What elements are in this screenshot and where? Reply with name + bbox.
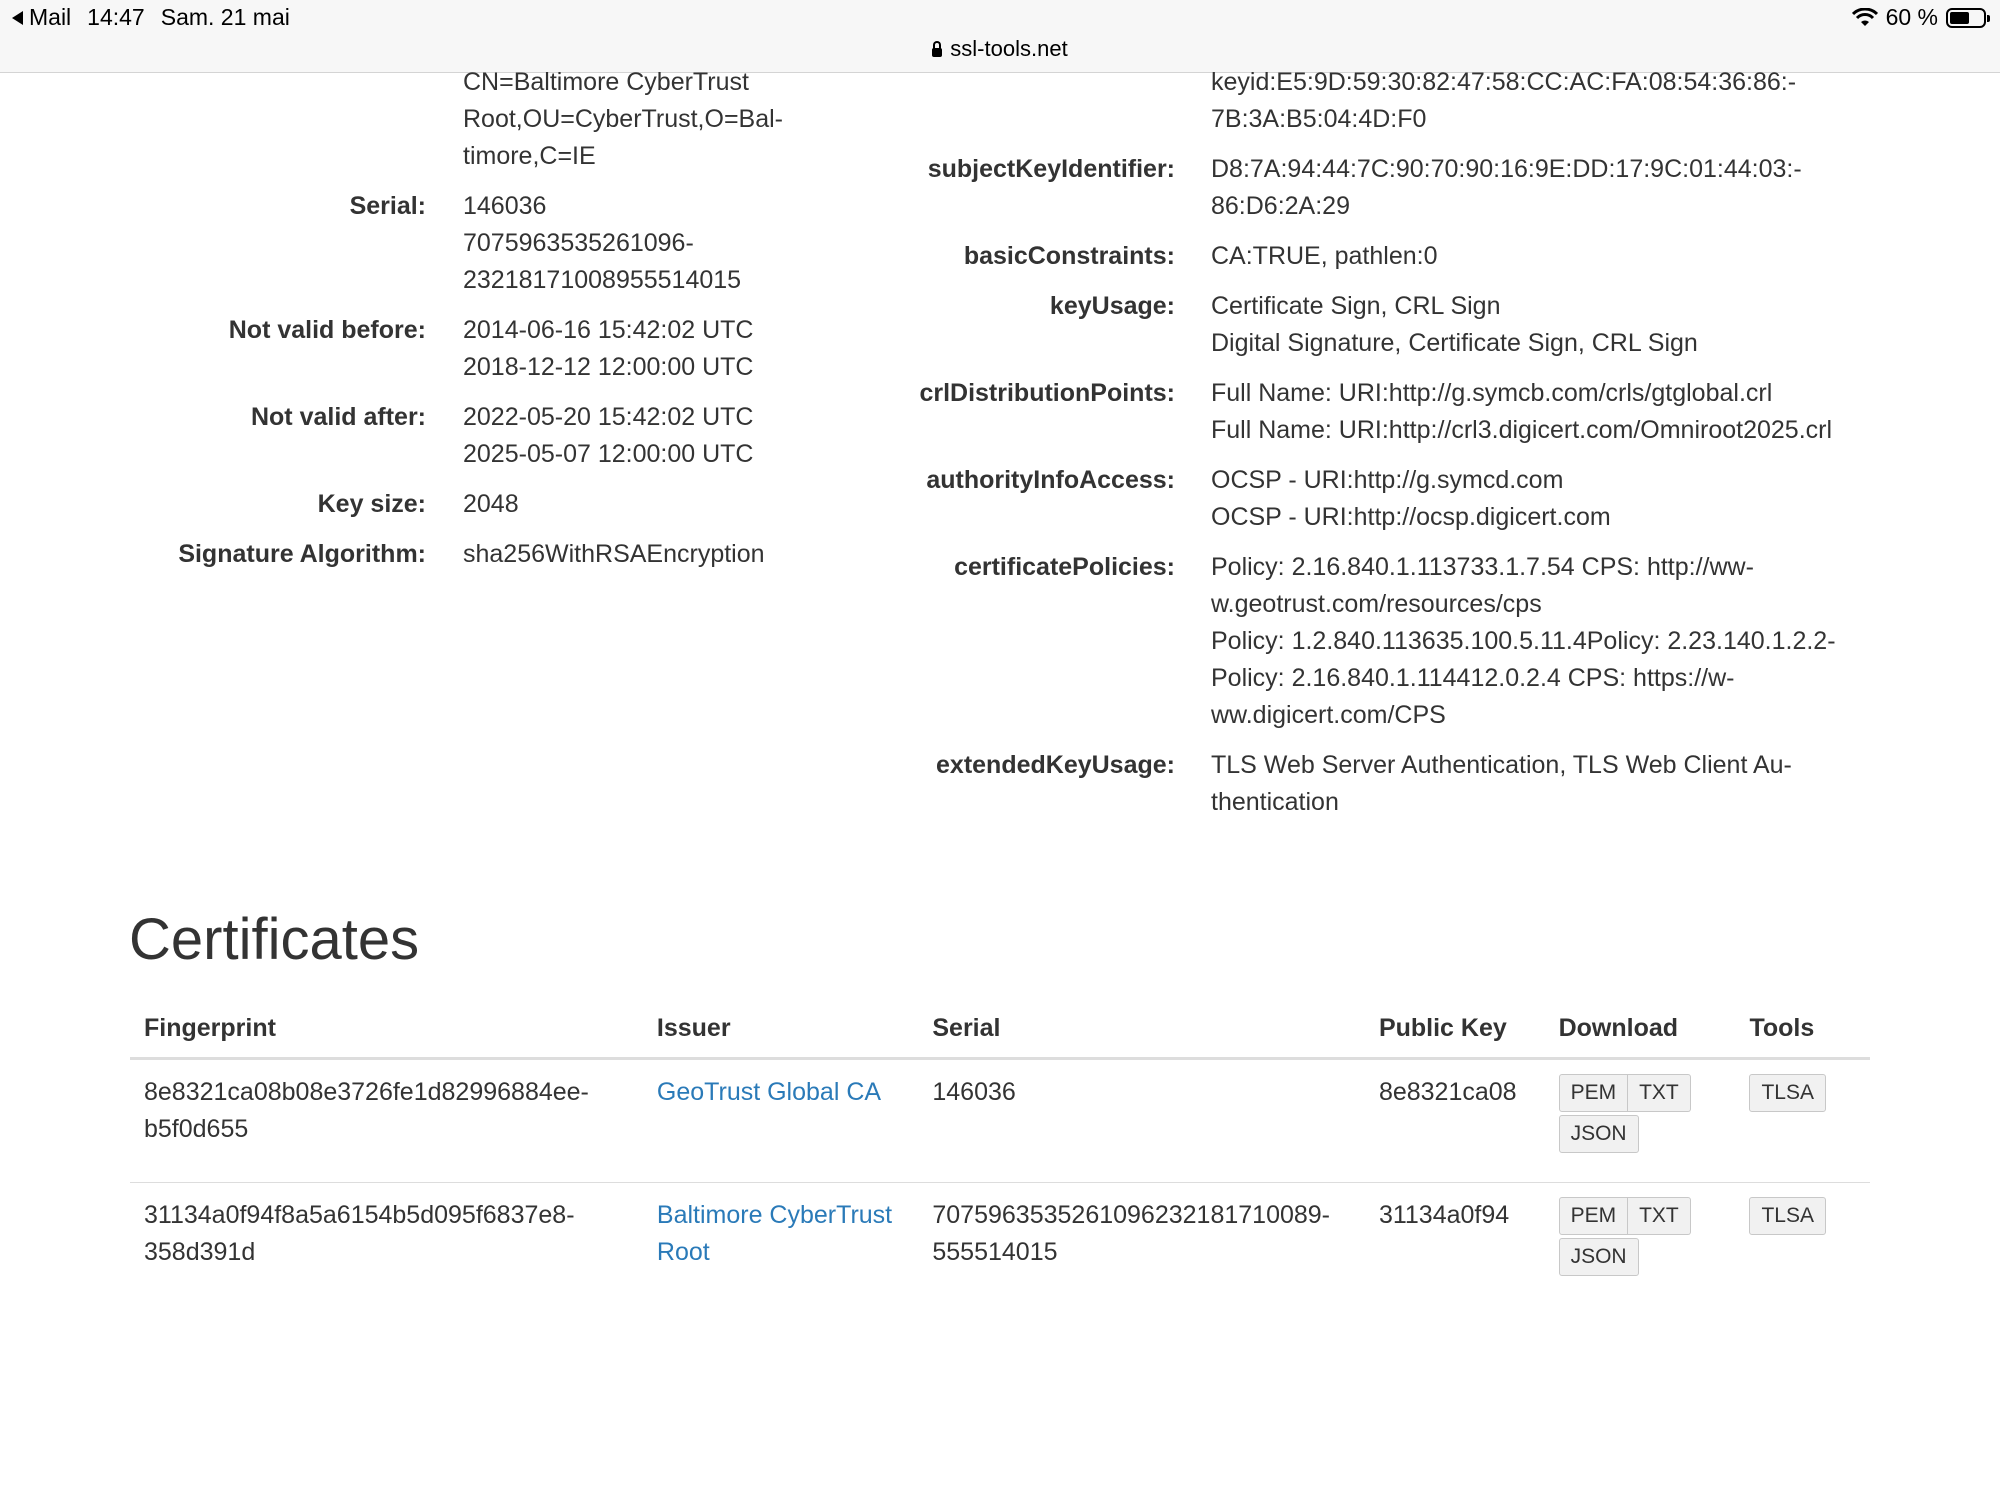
detail-value: [1211, 288, 1911, 362]
detail-label: Not valid before:: [228, 316, 426, 344]
detail-value-line: thentication: [1211, 788, 1339, 816]
issuer-continuation: [100, 64, 823, 175]
detail-row-crldistributionpoints: [850, 375, 1911, 449]
detail-value: [463, 188, 823, 299]
issuer-link-line: GeoTrust Global CA: [656, 1078, 882, 1106]
detail-value-line: 146036: [463, 192, 547, 220]
authority-key-continuation: [850, 64, 1911, 138]
download-json-button[interactable]: JSON: [1559, 1238, 1639, 1276]
status-bar: [0, 0, 2000, 73]
issuer-line: timore,C=IE: [463, 142, 596, 170]
detail-row-subjectkeyidentifier: [850, 151, 1911, 225]
issuer-link[interactable]: [657, 1197, 904, 1271]
wifi-icon: [1852, 8, 1878, 28]
detail-label: authorityInfoAccess:: [926, 466, 1175, 494]
fingerprint-line: 31134a0f94f8a5a6154b5d095f6837e8-: [144, 1201, 575, 1229]
certificate-details-right: [850, 64, 1911, 834]
detail-value-line: Policy: 1.2.840.113635.100.5.11.4Policy: 2.23.140.1.2.2-: [1211, 627, 1836, 655]
detail-row-keyusage: [850, 288, 1911, 362]
detail-label: basicConstraints:: [963, 242, 1175, 270]
detail-value-line: OCSP - URI:http://g.symcd.com: [1211, 466, 1564, 494]
detail-label: Not valid after:: [250, 403, 426, 431]
detail-value: [1211, 375, 1911, 449]
detail-value-line: TLS Web Server Authentication, TLS Web Client Au-: [1211, 751, 1792, 779]
download-txt-button[interactable]: TXT: [1628, 1074, 1691, 1112]
detail-label: keyUsage:: [1049, 292, 1175, 320]
detail-value: [463, 536, 823, 573]
issuer-cell: [643, 1183, 918, 1306]
detail-value-line: 2025-05-07 12:00:00 UTC: [463, 440, 754, 468]
download-json-button[interactable]: JSON: [1559, 1115, 1639, 1153]
status-date: Sam. 21 mai: [160, 4, 290, 30]
issuer-line: CN=Baltimore CyberTrust: [463, 68, 749, 96]
detail-row-certificatepolicies: [850, 549, 1911, 734]
detail-value: [463, 312, 823, 386]
status-time: 14:47: [87, 4, 145, 30]
detail-value-line: 23218171008955514015: [463, 266, 742, 294]
detail-label: certificatePolicies:: [954, 553, 1175, 581]
column-header-tools: Tools: [1735, 1000, 1870, 1059]
certificate-details-left: [100, 64, 823, 586]
detail-value-line: 86:D6:2A:29: [1211, 192, 1350, 220]
address-bar[interactable]: [0, 36, 2000, 62]
tools-cell: [1735, 1183, 1870, 1306]
fingerprint-cell: [130, 1059, 643, 1183]
detail-label: extendedKeyUsage:: [936, 751, 1175, 779]
battery-percent: 60 %: [1885, 4, 1938, 30]
detail-value-line: CA:TRUE, pathlen:0: [1211, 242, 1438, 270]
detail-value: [1211, 238, 1911, 275]
back-arrow-icon: [12, 11, 23, 25]
fingerprint-line: b5f0d655: [144, 1115, 249, 1143]
serial-cell: [918, 1059, 1365, 1183]
column-header-issuer: Issuer: [643, 1000, 918, 1059]
fingerprint-line: 358d391d: [144, 1238, 256, 1266]
detail-row-serial: [100, 188, 823, 299]
serial-line: 146036: [932, 1078, 1016, 1106]
detail-row-signature-algorithm: [100, 536, 823, 573]
detail-value-line: 2014-06-16 15:42:02 UTC: [463, 316, 754, 344]
detail-value-line: 2018-12-12 12:00:00 UTC: [463, 353, 754, 381]
detail-label: crlDistributionPoints:: [919, 379, 1175, 407]
download-txt-button[interactable]: TXT: [1628, 1197, 1691, 1235]
detail-value-line: 7075963535261096-: [463, 229, 694, 257]
detail-value-line: 2022-05-20 15:42:02 UTC: [463, 403, 754, 431]
detail-value-line: sha256WithRSAEncryption: [463, 540, 765, 568]
certificates-table: [130, 1000, 1870, 1305]
tlsa-button[interactable]: TLSA: [1749, 1074, 1826, 1112]
download-cell: [1545, 1183, 1736, 1306]
public-key-cell: 8e8321ca08: [1365, 1059, 1545, 1183]
detail-value-line: ww.digicert.com/CPS: [1211, 701, 1446, 729]
tlsa-button[interactable]: TLSA: [1749, 1197, 1826, 1235]
detail-value: [1211, 747, 1911, 821]
lock-icon: [932, 48, 942, 57]
url-text: ssl-tools.net: [950, 36, 1068, 61]
fingerprint-cell: [130, 1183, 643, 1306]
battery-icon: [1946, 8, 1986, 28]
detail-value-line: w.geotrust.com/resources/cps: [1211, 590, 1542, 618]
detail-value-line: 2048: [463, 490, 519, 518]
keyid-line: keyid:E5:9D:59:30:82:47:58:CC:AC:FA:08:54:36:86:-: [1211, 68, 1797, 96]
detail-value: [1211, 462, 1911, 536]
column-header-download: Download: [1545, 1000, 1736, 1059]
issuer-line: Root,OU=CyberTrust,O=Bal-: [463, 105, 784, 133]
detail-value-line: Full Name: URI:http://g.symcb.com/crls/gtglobal.crl: [1211, 379, 1773, 407]
detail-label: Key size:: [317, 490, 426, 518]
detail-value: [1211, 549, 1911, 734]
serial-cell: [918, 1183, 1365, 1306]
certificates-heading: Certificates: [129, 907, 420, 972]
public-key-cell: 31134a0f94: [1378, 1201, 1510, 1229]
detail-label: subjectKeyIdentifier:: [927, 155, 1175, 183]
column-header-public-key: Public Key: [1365, 1000, 1545, 1059]
table-row: [130, 1059, 1870, 1183]
issuer-link[interactable]: [657, 1074, 904, 1111]
detail-row-authorityinfoaccess: [850, 462, 1911, 536]
issuer-link-line: Root: [656, 1238, 710, 1266]
fingerprint-line: 8e8321ca08b08e3726fe1d82996884ee-: [144, 1078, 589, 1106]
detail-value: [1211, 151, 1911, 225]
detail-value-line: OCSP - URI:http://ocsp.digicert.com: [1211, 503, 1611, 531]
detail-row-key-size: [100, 486, 823, 523]
detail-value: [463, 399, 823, 473]
table-row: [130, 1183, 1870, 1306]
detail-row-basicconstraints: [850, 238, 1911, 275]
detail-value-line: Policy: 2.16.840.1.114412.0.2.4 CPS: https://w-: [1211, 664, 1735, 692]
keyid-line: 7B:3A:B5:04:4D:F0: [1211, 105, 1427, 133]
back-to-mail-button[interactable]: [12, 4, 71, 31]
detail-value-line: Policy: 2.16.840.1.113733.1.7.54 CPS: http://ww-: [1211, 553, 1754, 581]
download-button-group: [1559, 1074, 1722, 1115]
detail-value-line: Full Name: URI:http://crl3.digicert.com/Omniroot2025.crl: [1211, 416, 1833, 444]
detail-value-line: Digital Signature, Certificate Sign, CRL Sign: [1211, 329, 1698, 357]
detail-value-line: D8:7A:94:44:7C:90:70:90:16:9E:DD:17:9C:01:44:03:-: [1211, 155, 1802, 183]
detail-label: Serial:: [349, 192, 426, 220]
column-header-fingerprint: Fingerprint: [130, 1000, 643, 1059]
column-header-serial: Serial: [918, 1000, 1365, 1059]
detail-row-extendedkeyusage: [850, 747, 1911, 821]
issuer-link-line: Baltimore CyberTrust: [656, 1201, 893, 1229]
download-button-group: [1559, 1197, 1722, 1238]
download-cell: [1545, 1059, 1736, 1183]
serial-line: 555514015: [932, 1238, 1058, 1266]
detail-row-not-valid-before: [100, 312, 823, 386]
tools-cell: [1735, 1059, 1870, 1183]
issuer-cell: [643, 1059, 918, 1183]
detail-value: [463, 486, 823, 523]
download-pem-button[interactable]: PEM: [1559, 1197, 1629, 1235]
detail-label: Signature Algorithm:: [178, 540, 426, 568]
detail-row-not-valid-after: [100, 399, 823, 473]
back-app-label: Mail: [29, 4, 72, 30]
serial-line: 7075963535261096232181710089-: [932, 1201, 1331, 1229]
detail-value-line: Certificate Sign, CRL Sign: [1211, 292, 1501, 320]
download-pem-button[interactable]: PEM: [1559, 1074, 1629, 1112]
